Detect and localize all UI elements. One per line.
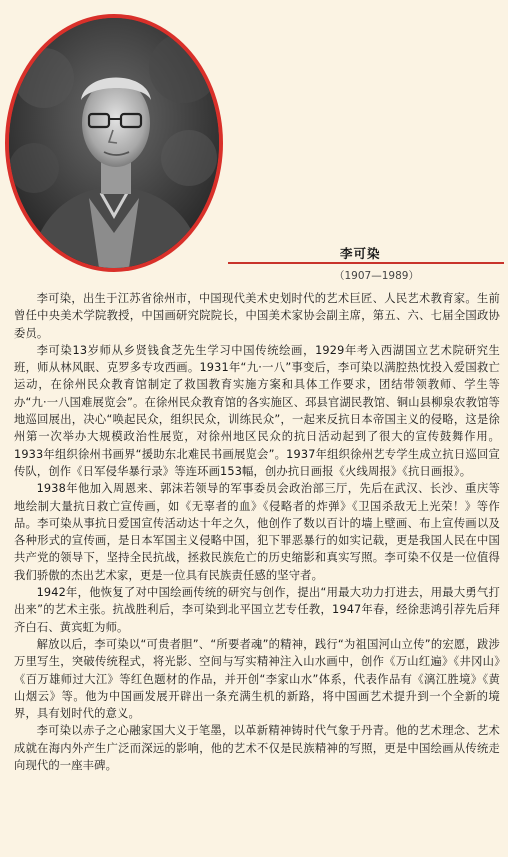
portrait-frame [5, 14, 223, 272]
portrait-image [9, 18, 219, 268]
paragraph-after-liberation: 解放以后，李可染以“可贵者胆”、“所要者魂”的精神，践行“为祖国河山立传”的宏愿，跋涉万里写生，突破传统程式，将光影、空间与写实精神注入山水画中，创作《万山红遍》《井冈山》《百万雄师过大江》等红色题材的作品，并开创“李家山水”体系，代表作品有《漓江胜境》《黄山烟云》等。他为中国画发展开辟出一条充满生机的新路，将中国画艺术提升到一个全新的境界，具有划时代的意义。 [14, 637, 500, 721]
paragraph-1942: 1942年，他恢复了对中国绘画传统的研究与创作，提出“用最大功力打进去，用最大勇气打出来”的艺术主张。抗战胜利后，李可染到北平国立艺专任教，1947年春，经徐悲鸿引荐先后拜齐白石、黄宾虹为师。 [14, 586, 500, 634]
paragraph-early-life: 李可染13岁师从乡贤钱食芝先生学习中国传统绘画，1929年考入西湖国立艺术院研究生班，师从林风眠、克罗多专攻西画。1931年“九·一八”事变后，李可染以满腔热忱投入爱国救亡运动，在徐州民众教育馆制定了救国教育实施方案和具体工作要求，团结带领教师、学生等办“九·一八国难展览会”。在徐州民众教育馆的各实施区、邳县官湖民教馆、铜山县柳泉农教馆等地巡回展出，决心“唤起民众，组织民众，训练民众”，一起来反抗日本帝国主义的侵略，这是徐州第一次举办大规模政治性展览，对徐州地区民众的抗日活动起到了很大的宣传鼓舞作用。1933年组织徐州书画界“援助东北难民书画展览会”。1937年组织徐州艺专学生成立抗日巡回宣传队，创作《日军侵华暴行录》等连环画153幅，创办抗日画报《火线周报》《抗日画报》。 [14, 343, 500, 478]
person-name: 李可染 [340, 246, 381, 261]
paragraph-intro: 李可染，出生于江苏省徐州市，中国现代美术史划时代的艺术巨匠、人民艺术教育家。生前曾任中央美术学院教授，中国画研究院院长，中国美术家协会副主席，第五、六、七届全国政协委员。 [14, 292, 500, 340]
title-divider [228, 262, 504, 264]
life-dates: （1907—1989） [334, 270, 419, 282]
biography-article [14, 290, 500, 774]
paragraph-legacy: 李可染以赤子之心融家国大义于笔墨，以革新精神铸时代气象于丹青。他的艺术理念、艺术成就在海内外产生广泛而深远的影响，他的艺术不仅是民族精神的写照，更是中国绘画从传统走向现代的一座丰碑。 [14, 724, 500, 773]
portrait-photo [9, 18, 219, 268]
paragraph-war-propaganda: 1938年他加入周恩来、郭沫若领导的军事委员会政治部三厅，先后在武汉、长沙、重庆等地绘制大量抗日救亡宣传画，如《无辜者的血》《侵略者的炸弹》《卫国杀敌无上光荣！》等作品。李可染从事抗日爱国宣传活动达十年之久，他创作了数以百计的墙上壁画、布上宣传画以及各种形式的宣传画，是日本军国主义侵略中国，犯下罪恶暴行的如实记载，更是我国人民在中国共产党的领导下，坚持全民抗战，拯救民族危亡的历史缩影和真实写照。李可染不仅是一位值得我们骄傲的杰出艺术家，更是一位具有民族责任感的坚守者。 [14, 482, 500, 582]
